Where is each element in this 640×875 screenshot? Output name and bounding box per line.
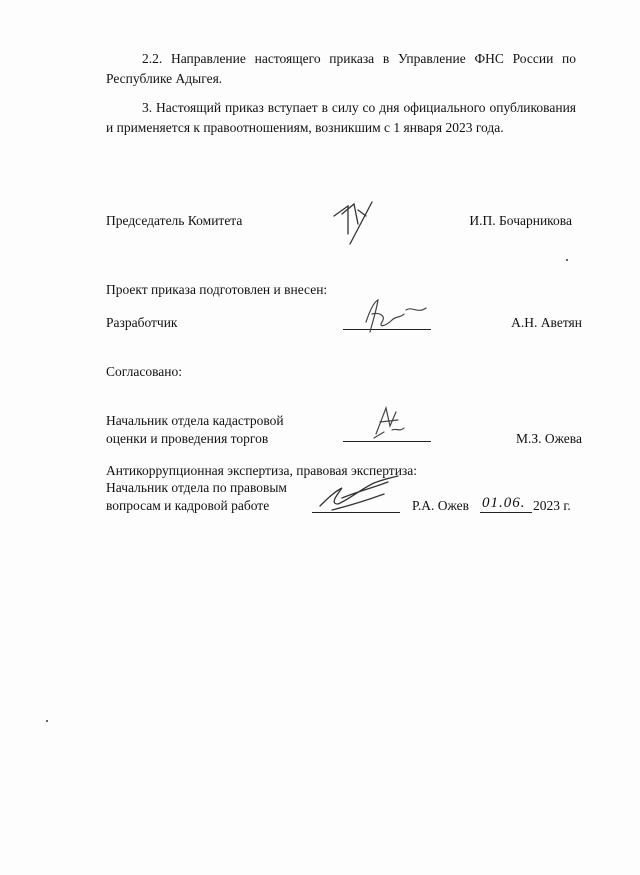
legal-head-title-line2: вопросам и кадровой работе xyxy=(106,498,270,513)
developer-signature xyxy=(356,292,438,338)
scan-speck xyxy=(46,720,48,722)
legal-head-title-line1: Начальник отдела по правовым xyxy=(106,480,287,495)
chairman-title: Председатель Комитета xyxy=(106,213,243,228)
paragraph-3: 3. Настоящий приказ вступает в силу со дня официального опубликования и применяется к правоотношениям, возникшим с 1 января 2023 года. xyxy=(106,100,576,135)
developer-title: Разработчик xyxy=(106,315,178,330)
cadastral-head-title-line1: Начальник отдела кадастровой xyxy=(106,413,284,428)
handwritten-date: 01.06. xyxy=(482,495,526,511)
chairman-name: И.П. Бочарникова xyxy=(469,213,572,228)
date-line xyxy=(480,512,532,513)
cadastral-head-name: М.З. Ожева xyxy=(516,431,582,446)
chairman-signature xyxy=(328,194,376,250)
legal-signature xyxy=(312,470,404,516)
cadastral-head-title-line2: оценки и проведения торгов xyxy=(106,431,269,446)
legal-head-name: Р.А. Ожев xyxy=(412,498,469,513)
developer-name: А.Н. Аветян xyxy=(511,315,582,330)
cadastral-signature xyxy=(362,398,412,444)
agreed-label: Согласовано: xyxy=(106,364,182,379)
scan-speck xyxy=(566,259,568,261)
prepared-by-label: Проект приказа подготовлен и внесен: xyxy=(106,282,328,297)
paragraph-2-2: 2.2. Направление настоящего приказа в Управление ФНС России по Республике Адыгея. xyxy=(106,51,576,86)
legal-year: 2023 г. xyxy=(533,498,571,513)
expertise-label: Антикоррупционная экспертиза, правовая экспертиза: xyxy=(106,463,418,478)
